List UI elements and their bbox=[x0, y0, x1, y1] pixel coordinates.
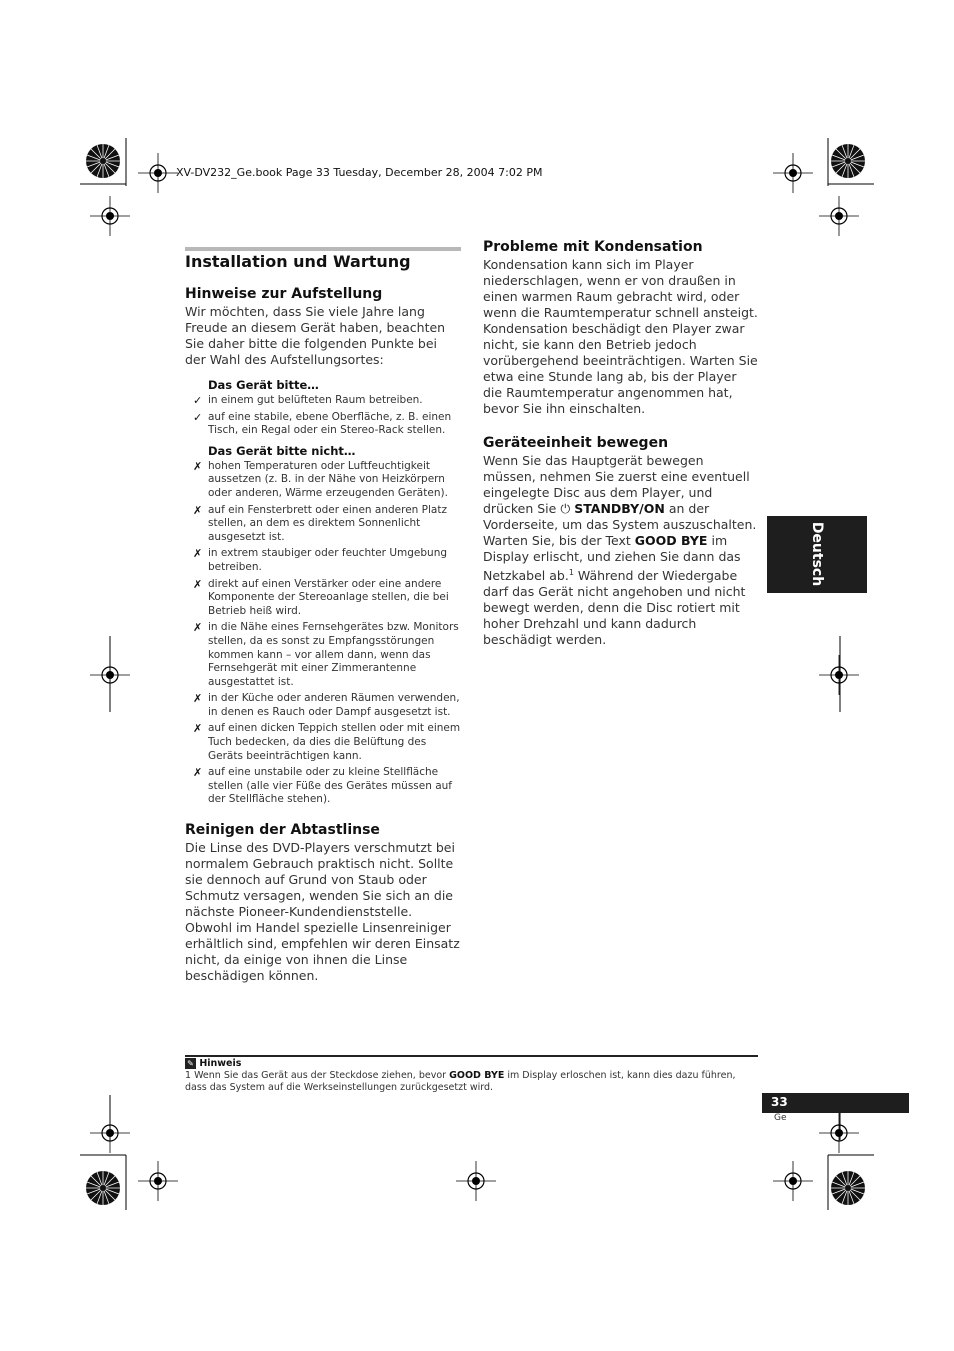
placement-intro: Wir möchten, dass Sie viele Jahre lang Freude an diesem Gerät haben, beachten Sie daher bitte die folgenden Punkte bei der Wahl des Aufstellungsortes: bbox=[185, 304, 446, 367]
left-column bbox=[185, 252, 461, 271]
section-title: Installation und Wartung bbox=[185, 252, 411, 271]
placement-section bbox=[185, 286, 461, 807]
book-header-line: XV-DV232_Ge.book Page 33 Tuesday, December 28, 2004 7:02 PM bbox=[176, 166, 543, 179]
cross-icon: ✗ bbox=[193, 766, 203, 780]
moving-heading: Geräteeinheit bewegen bbox=[483, 435, 669, 451]
cross-icon: ✗ bbox=[193, 547, 203, 561]
standby-on-label: STANDBY/ON bbox=[574, 501, 665, 516]
do-heading: Das Gerät bitte… bbox=[208, 378, 319, 392]
list-item: ✗ in die Nähe eines Fernsehgerätes bzw. Monitors stellen, da es sonst zu Empfangsstörungen kommen kann – vor allem dann, wenn das Fernsehgerät mit einer Zimmerantenne ausgestattet ist. bbox=[193, 621, 459, 688]
language-tab bbox=[767, 516, 867, 593]
cleaning-text: Die Linse des DVD-Players verschmutzt bei normalem Gebrauch praktisch nicht. Sollte sie dennoch auf Grund von Staub oder Schmutz versagen, wenden Sie sich an die nächste Pioneer-Kundendienststelle. Obwohl im Handel spezielle Linsenreiniger erhältlich sind, empfehlen wir deren Einsatz nicht, da einige von ihnen die Linse beschädigen können. bbox=[185, 840, 460, 983]
moving-section bbox=[483, 435, 758, 648]
page-number: 33 bbox=[771, 1095, 788, 1109]
list-item: ✗ auf eine unstabile oder zu kleine Stellfläche stellen (alle vier Füße des Gerätes müssen auf der Stellfläche stehen). bbox=[193, 766, 453, 806]
list-item: ✗ in der Küche oder anderen Räumen verwenden, in denen es Rauch oder Dampf ausgesetzt ist. bbox=[193, 692, 460, 718]
condensation-text: Kondensation kann sich im Player niederschlagen, wenn er von draußen in einen warmen Raum gebracht wird, oder wenn die Raumtemperatur schnell ansteigt. Kondensation beschädigt den Player zwar nicht, sie kann den Betrieb jedoch vorübergehend beeinträchtigen. Warten Sie etwa eine Stunde lang ab, bis der Player die Raumtemperatur angenommen hat, bevor Sie ihn einschalten. bbox=[483, 257, 758, 416]
list-item: ✓ auf eine stabile, ebene Oberfläche, z. B. einen Tisch, ein Regal oder ein Stereo-Rack stellen. bbox=[193, 410, 452, 437]
dont-heading: Das Gerät bitte nicht… bbox=[208, 443, 356, 458]
footnote-heading: ✎ Hinweis bbox=[185, 1058, 758, 1070]
check-icon: ✓ bbox=[193, 394, 203, 407]
language-tab-label: Deutsch bbox=[809, 521, 825, 587]
dont-list bbox=[185, 460, 461, 807]
cleaning-section bbox=[185, 822, 461, 984]
cross-icon: ✗ bbox=[193, 621, 203, 635]
cross-icon: ✗ bbox=[193, 722, 203, 736]
list-item: ✗ auf ein Fensterbrett oder einen anderen Platz stellen, an dem es direktem Sonnenlicht ausgesetzt ist. bbox=[193, 503, 447, 543]
footnote-text: 1 Wenn Sie das Gerät aus der Steckdose ziehen, bevor GOOD BYE im Display erloschen ist, kann dies dazu führen, dass das System auf die Werkseinstellungen zurückgesetzt wird. bbox=[185, 1070, 736, 1093]
section-bar bbox=[185, 247, 461, 251]
power-icon: ⏻ bbox=[560, 501, 571, 516]
footnote-rule bbox=[185, 1055, 758, 1057]
do-list bbox=[185, 394, 461, 438]
check-icon: ✓ bbox=[193, 410, 203, 424]
note-icon: ✎ bbox=[185, 1058, 196, 1069]
cleaning-heading: Reinigen der Abtastlinse bbox=[185, 822, 380, 838]
page-language: Ge bbox=[774, 1113, 787, 1123]
footnote-good-bye-label: GOOD BYE bbox=[449, 1070, 505, 1081]
condensation-heading: Probleme mit Kondensation bbox=[483, 239, 703, 255]
condensation-section bbox=[483, 239, 758, 417]
cross-icon: ✗ bbox=[193, 459, 203, 473]
cross-icon: ✗ bbox=[193, 577, 203, 591]
cross-icon: ✗ bbox=[193, 503, 203, 517]
list-item: ✓ in einem gut belüfteten Raum betreiben. bbox=[193, 394, 423, 407]
footnote-ref: 1 bbox=[568, 568, 574, 577]
list-item: ✗ direkt auf einen Verstärker oder eine andere Komponente der Stereoanlage stellen, die bei Betrieb heiß wird. bbox=[193, 577, 449, 617]
footnote bbox=[185, 1058, 758, 1094]
list-item: ✗ hohen Temperaturen oder Luftfeuchtigkeit aussetzen (z. B. in der Nähe von Heizkörpern oder anderen, Wärme erzeugenden Geräten). bbox=[193, 459, 448, 499]
good-bye-label: GOOD BYE bbox=[634, 533, 708, 548]
placement-heading: Hinweise zur Aufstellung bbox=[185, 286, 383, 302]
moving-text: Wenn Sie das Hauptgerät bewegen müssen, nehmen Sie zuerst eine eventuell eingelegte Disc aus dem Player, und drücken Sie ⏻ STANDBY/ON an der Vorderseite, um das System auszuschalten. Warten Sie, bis der Text GOOD BYE im Display erlischt, und ziehen Sie dann das Netzkabel ab.$^1$ Während der Wiedergabe darf das Gerät nicht angehoben und nicht bewegt werden, denn die Disc rotiert mit hoher Drehzahl und kann dadurch beschädigt werden. bbox=[483, 453, 757, 648]
list-item: ✗ in extrem staubiger oder feuchter Umgebung betreiben. bbox=[193, 547, 448, 573]
cross-icon: ✗ bbox=[193, 692, 203, 706]
list-item: ✗ auf einen dicken Teppich stellen oder mit einem Tuch bedecken, da dies die Belüftung des Geräts beeinträchtigen kann. bbox=[193, 722, 461, 762]
